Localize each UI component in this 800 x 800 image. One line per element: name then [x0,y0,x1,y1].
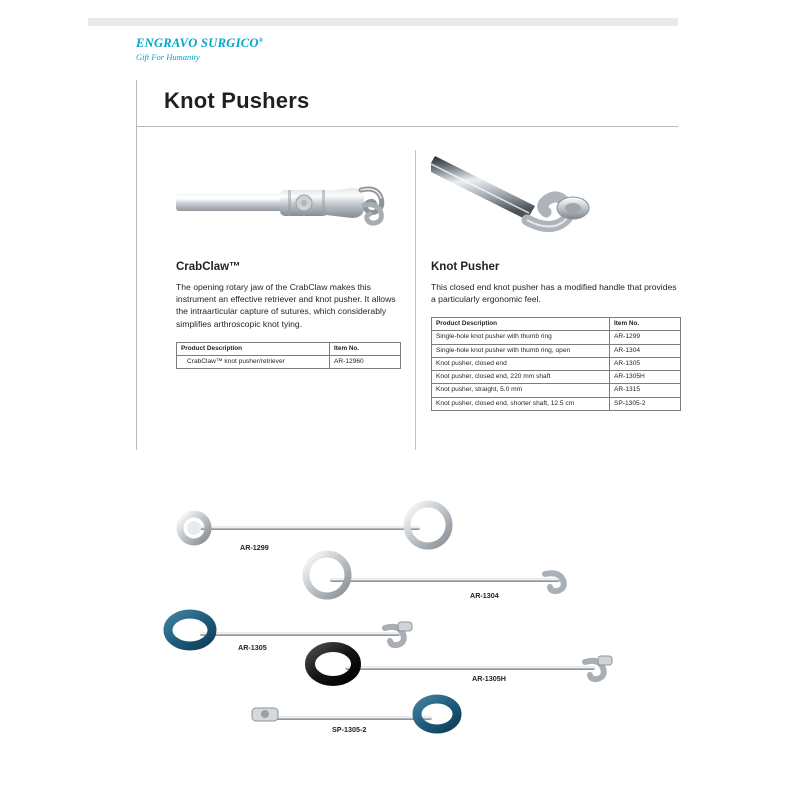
col-product-description: Product Description [432,318,610,331]
table-header-row [177,342,401,355]
table-row [432,331,681,344]
table-row [432,357,681,370]
brand-tagline: Gift For Humanity [136,52,200,62]
table-row [432,397,681,410]
header-band [88,18,678,26]
knot-pusher-spec-table [431,317,681,410]
cell-item-no: SP-1305-2 [610,397,681,410]
product-block-knot-pusher [431,150,681,411]
gallery-label-sp-1305-2: SP-1305-2 [332,725,367,734]
gallery-label-ar-1305h: AR-1305H [472,674,506,683]
brand-name [136,36,264,51]
cell-description: Single-hole knot pusher with thumb ring [432,331,610,344]
cell-description: Knot pusher, closed end, 220 mm shaft [432,371,610,384]
product-name-knot-pusher: Knot Pusher [431,261,500,273]
col-product-description: Product Description [177,342,330,355]
gallery-item-ar-1304 [306,554,564,596]
cell-description: Knot pusher, closed end [432,357,610,370]
cell-description: Knot pusher, closed end, shorter shaft, 12.5 cm [432,397,610,410]
product-description-crabclaw: The opening rotary jaw of the CrabClaw makes this instrument an effective retriever and knot pusher. It allows the intraarticular capture of sutures, which considerably simplifies arthroscopic knot tying. [176,282,396,329]
product-gallery [0,470,800,770]
left-vertical-rule [136,80,137,450]
gallery-label-ar-1304: AR-1304 [470,591,499,600]
knot-pusher-illustration [431,150,681,255]
column-divider [415,150,416,450]
table-header-row [432,318,681,331]
gallery-item-ar-1299 [180,504,449,546]
brand-logo [136,36,264,62]
gallery-illustrations [0,470,800,770]
cell-item-no: AR-12960 [330,355,401,368]
cell-item-no: AR-1305 [610,357,681,370]
col-item-no: Item No. [610,318,681,331]
table-row [432,371,681,384]
product-block-crabclaw [176,150,401,369]
cell-item-no: AR-1304 [610,344,681,357]
page-title: Knot Pushers [164,88,310,113]
gallery-item-ar-1305 [168,614,412,646]
cell-description: Knot pusher, straight, 5.0 mm [432,384,610,397]
cell-description: CrabClaw™ knot pusher/retriever [177,355,330,368]
product-name-crabclaw: CrabClaw™ [176,261,241,273]
gallery-item-ar-1305h [310,647,612,681]
brand-registered-mark: ® [258,37,264,44]
crabclaw-illustration [176,150,401,255]
table-row [177,355,401,368]
brand-name-text: ENGRAVO SURGICO [136,36,259,50]
product-description-knot-pusher: This closed end knot pusher has a modified handle that provides a particularly ergonomic feel. [431,282,677,305]
gallery-label-ar-1299: AR-1299 [240,543,269,552]
cell-item-no: AR-1299 [610,331,681,344]
cell-item-no: AR-1315 [610,384,681,397]
crabclaw-spec-table [176,342,401,369]
cell-item-no: AR-1305H [610,371,681,384]
cell-description: Single-hole knot pusher with thumb ring, open [432,344,610,357]
col-item-no: Item No. [330,342,401,355]
title-divider [136,126,678,127]
table-row [432,344,681,357]
table-row [432,384,681,397]
gallery-label-ar-1305: AR-1305 [238,643,267,652]
